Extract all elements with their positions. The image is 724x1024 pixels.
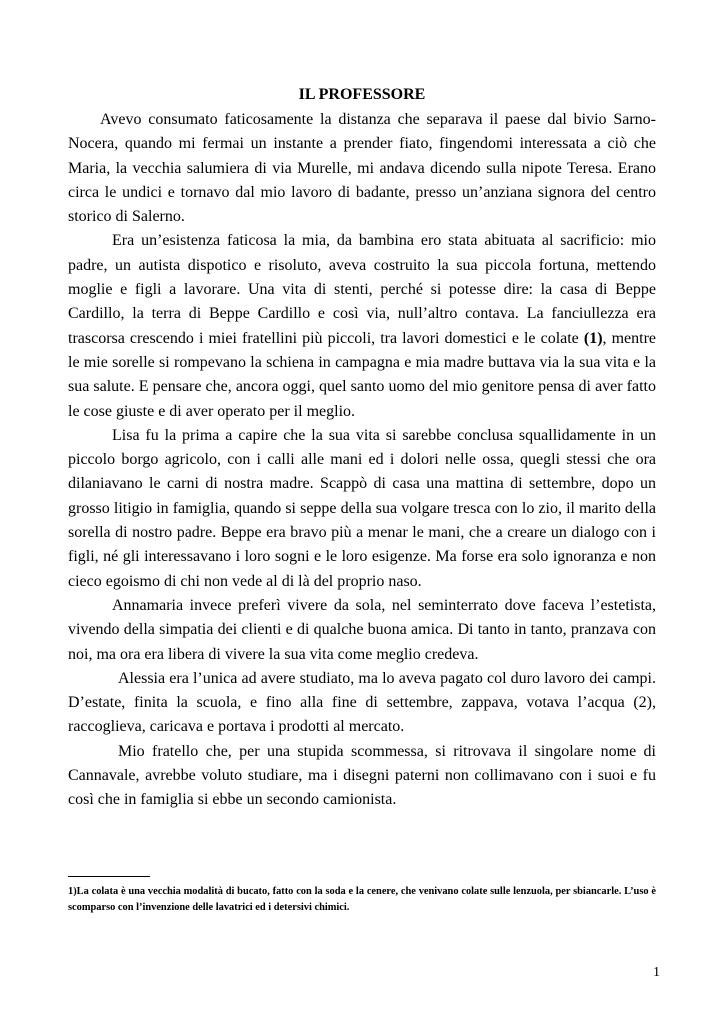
footnote-reference: (1) [583,329,603,347]
document-body [68,108,656,813]
paragraph-4: Annamaria invece preferì vivere da sola, nel seminterrato dove faceva l’estetista, vivendo della simpatia dei clienti e di qualche buona amica. Di tanto in tanto, pranzava con noi, ma ora era libera di vivere la sua vita come meglio credeva. [68,596,656,663]
paragraph-6: Mio fratello che, per una stupida scommessa, si ritrovava il singolare nome di Cannavale, avrebbe voluto studiare, ma i disegni paterni non collimavano con i suoi e fu così che in famiglia si ebbe un secondo camionista. [68,742,656,809]
paragraph-5: Alessia era l’unica ad avere studiato, ma lo aveva pagato col duro lavoro dei campi. D’estate, finita la scuola, e fino alla fine di settembre, zappava, votava l’acqua (2), raccoglieva, caricava e portava i prodotti al mercato. [68,669,656,736]
paragraph-1: Avevo consumato faticosamente la distanza che separava il paese dal bivio Sarno-Nocera, quando mi fermai un instante a prender fiato, fingendomi interessata a ciò che Maria, la vecchia salumiera di via Murelle, mi andava dicendo sulla nipote Teresa. Erano circa le undici e tornavo dal mio lavoro di badante, presso un’anziana signora del centro storico di Salerno. [68,111,656,226]
footnote: 1)La colata è una vecchia modalità di bucato, fatto con la soda e la cenere, che venivano colate sulle lenzuola, per sbiancarle. L’uso è scomparso con l’invenzione delle lavatrici ed i detersivi chimici. [68,886,656,913]
paragraph-3: Lisa fu la prima a capire che la sua vita si sarebbe conclusa squallidamente in un piccolo borgo agricolo, con i calli alle mani ed i dolori nelle ossa, quegli stessi che ora dilaniavano le carni di nostra madre. Scappò di casa una mattina di settembre, dopo un grosso litigio in famiglia, quando si seppe della sua volgare tresca con lo zio, il marito della sorella di nostro padre. Beppe era bravo più a menar le mani, che a creare un dialogo con i figli, né gli interessavano i loro sogni e le loro esigenze. Ma forse era solo ignoranza e non cieco egoismo di chi non vede al di là del proprio naso. [68,426,656,590]
paragraph-2-text-end: , mentre le mie sorelle si rompevano la schiena in campagna e mia madre buttava via la sua vita e la sua salute. E pensare che, ancora oggi, quel santo uomo del mio genitore pensa di aver fatto le cose giuste e di aver operato per il meglio. [68,329,657,420]
page-number: 1 [653,965,660,980]
document-title: IL PROFESSORE [298,86,426,103]
footnote-separator [68,876,150,877]
paragraph-2 [68,229,656,423]
paragraph-2-text-start: Era un’esistenza faticosa la mia, da bambina ero stata abituata al sacrificio: mio padre, un autista dispotico e risoluto, aveva costruito la sua piccola fortuna, mettendo moglie e figli a lavorare. Una vita di stenti, perché si potesse dire: la casa di Beppe Cardillo, la terra di Beppe Cardillo e così via, null’altro contava. La fanciullezza era trascorsa crescendo i miei fratellini più piccoli, tra lavori domestici e le colate [68,232,656,347]
